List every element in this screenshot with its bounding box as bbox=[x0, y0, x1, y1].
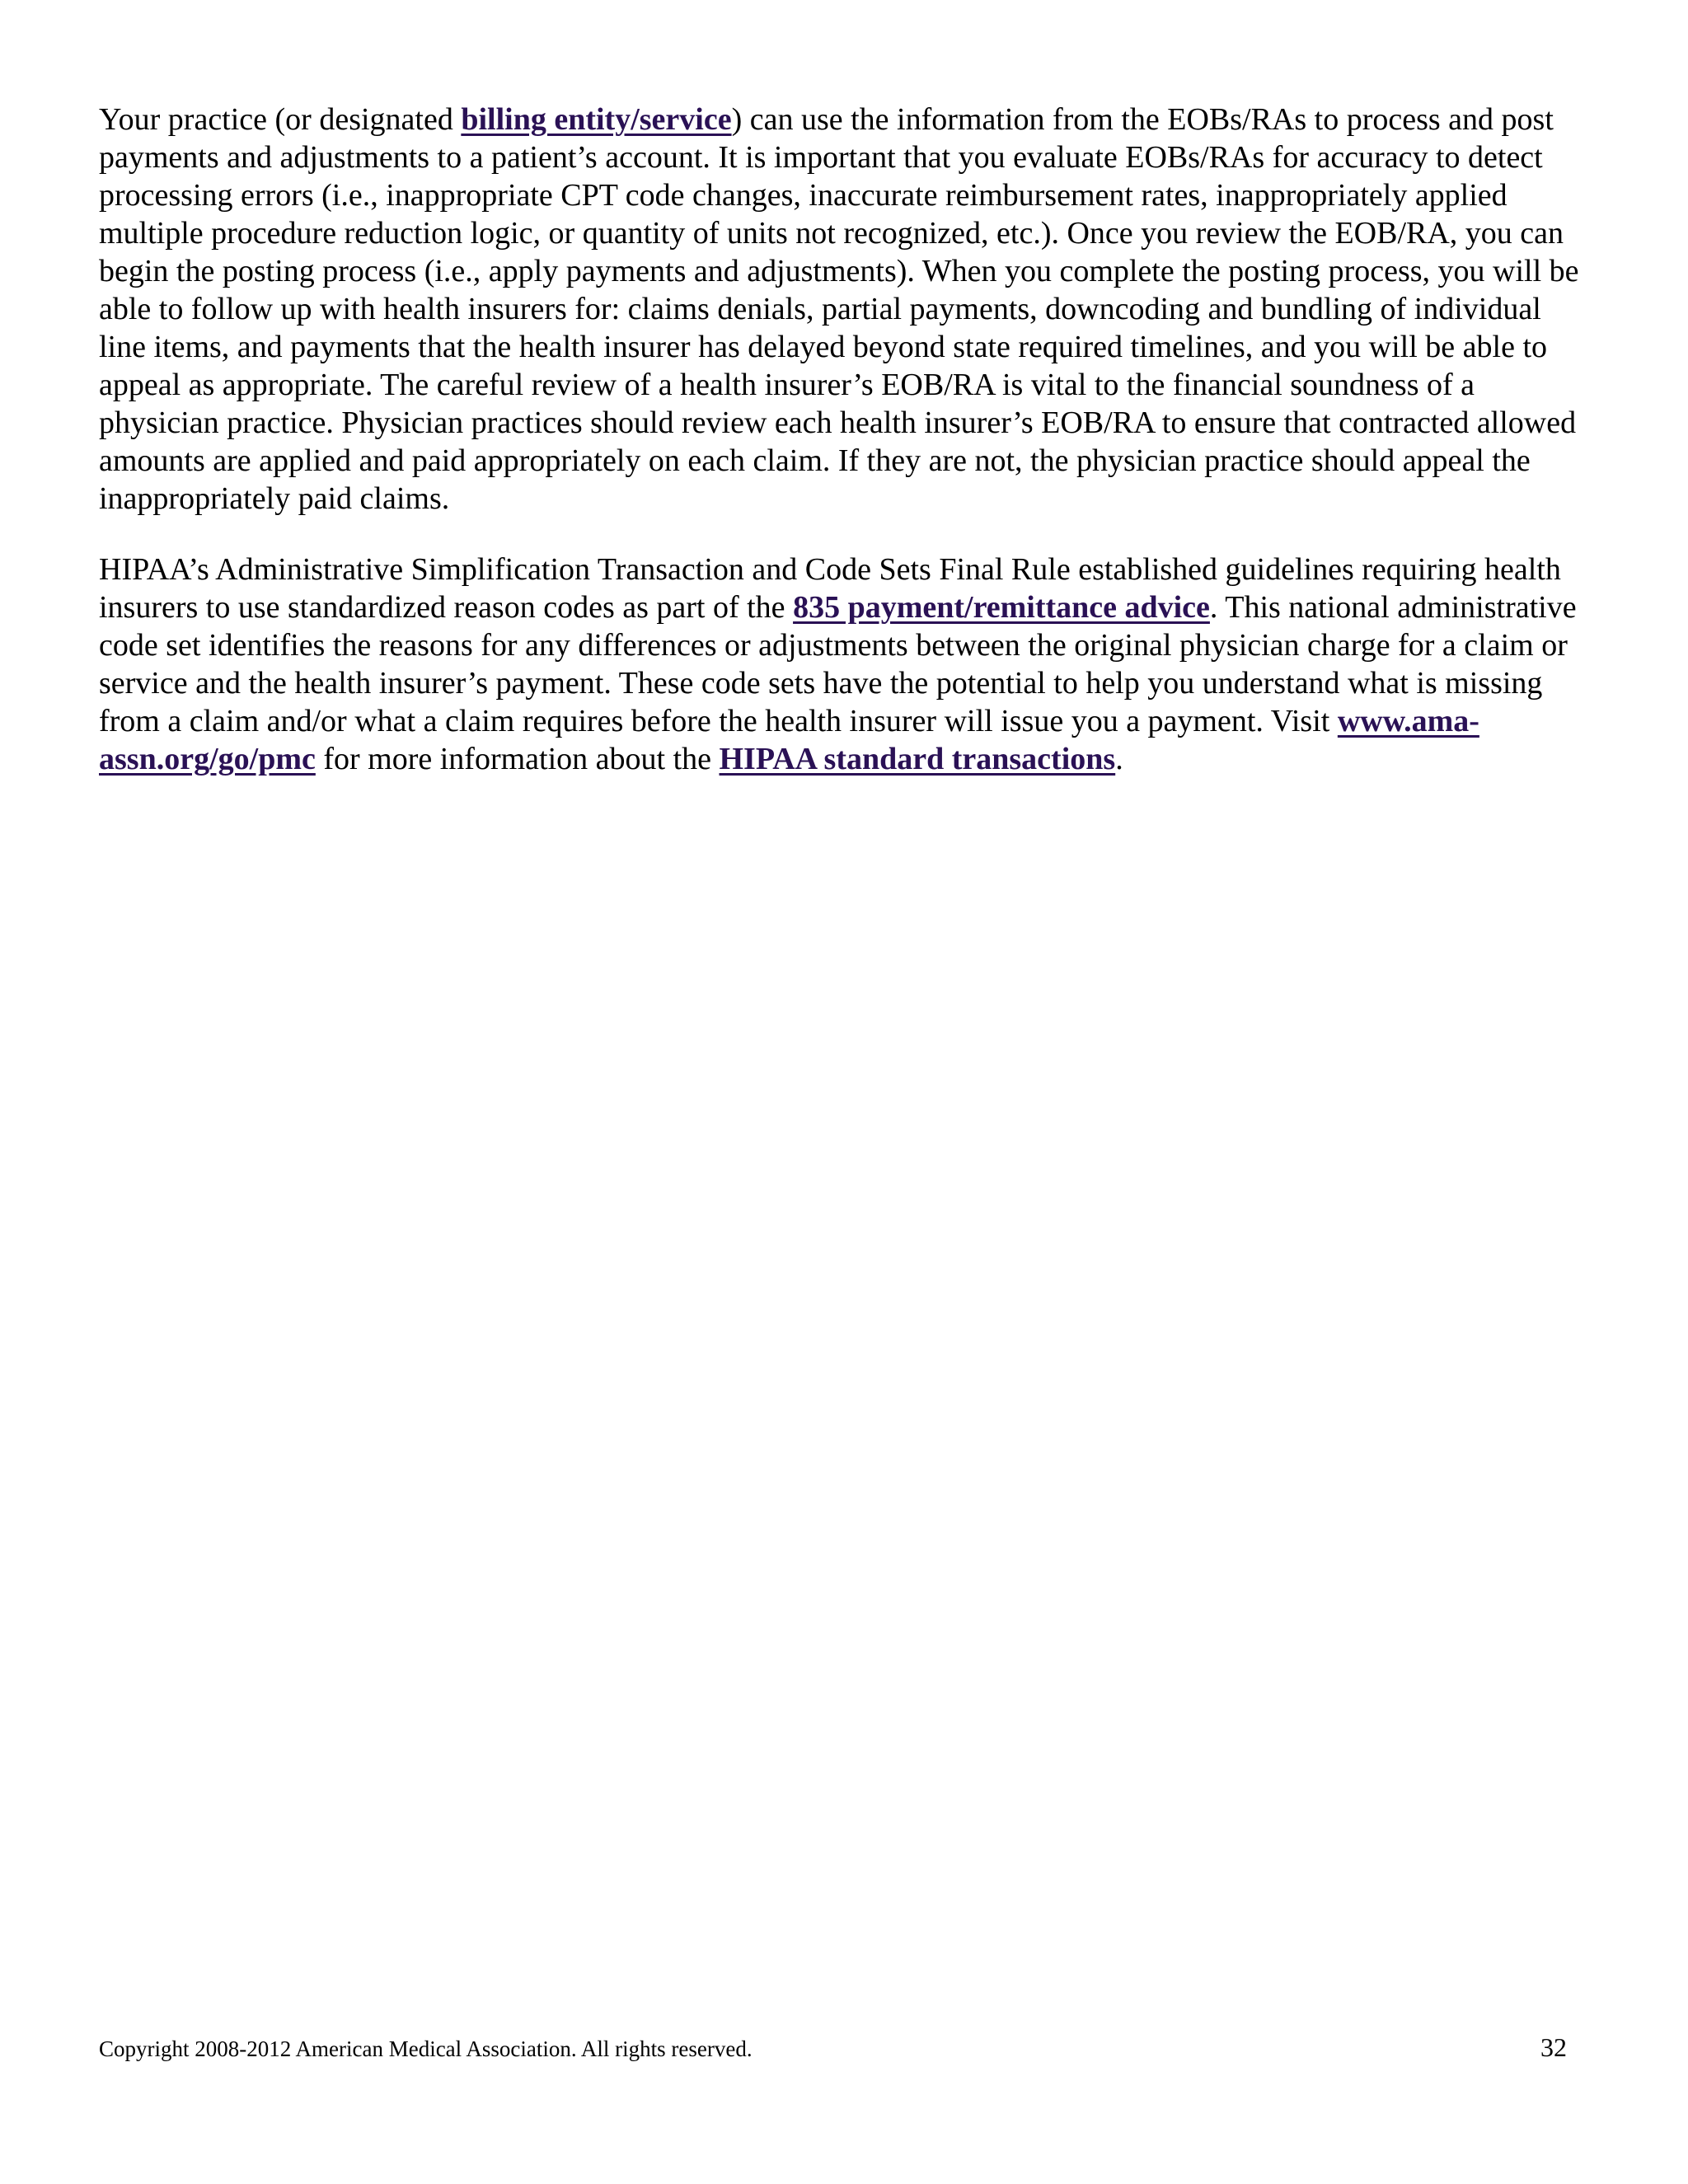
paragraph-text: Your practice (or designated bbox=[99, 102, 462, 137]
ama-pmc-link[interactable]: www.ama-assn.org/go/pmc bbox=[99, 704, 1479, 776]
billing-entity-link[interactable]: billing entity/service bbox=[461, 102, 732, 137]
paragraph-text: . This national administrative code set identifies the reasons for any differences or adjustments between the original physician charge for a claim or service and the health insurer’s payment. These code sets have the potential to help you understand what is missing from a claim and/or what a claim requires before the health insurer will issue you a payment. Visit bbox=[99, 590, 1577, 738]
paragraph-text: ) can use the information from the EOBs/RAs to process and post payments and adjustments to a patient’s account. It is important that you evaluate EOBs/RAs for accuracy to detect processing errors (i.e., inappropriate CPT code changes, inaccurate reimbursement rates, inappropriately applied multiple procedure reduction logic, or quantity of units not recognized, etc.). Once you review the EOB/RA, you can begin the posting process (i.e., apply payments and adjustments). When you complete the posting process, you will be able to follow up with health insurers for: claims denials, partial payments, downcoding and bundling of individual line items, and payments that the health insurer has delayed beyond state required timelines, and you will be able to appeal as appropriate. The careful review of a health insurer’s EOB/RA is vital to the financial soundness of a physician practice. Physician practices should review each health insurer’s EOB/RA to ensure that contracted allowed amounts are applied and paid appropriately on each claim. If they are not, the physician practice should appeal the inappropriately paid claims. bbox=[99, 102, 1579, 516]
page-number: 32 bbox=[1540, 2032, 1567, 2062]
footer-copyright: Copyright 2008-2012 American Medical Association. All rights reserved. bbox=[99, 2036, 753, 2061]
remittance-advice-link[interactable]: 835 payment/remittance advice bbox=[793, 590, 1210, 625]
hipaa-standard-transactions-link[interactable]: HIPAA standard transactions bbox=[719, 742, 1116, 776]
paragraph-hipaa-codes bbox=[99, 551, 1582, 778]
paragraph-eob-review bbox=[99, 101, 1582, 518]
paragraph-text: HIPAA’s Administrative Simplification Transaction and Code Sets Final Rule established guidelines requiring health insurers to use standardized reason codes as part of the bbox=[99, 552, 1561, 625]
paragraph-text: . bbox=[1115, 742, 1123, 776]
paragraph-text: for more information about the bbox=[315, 742, 720, 776]
